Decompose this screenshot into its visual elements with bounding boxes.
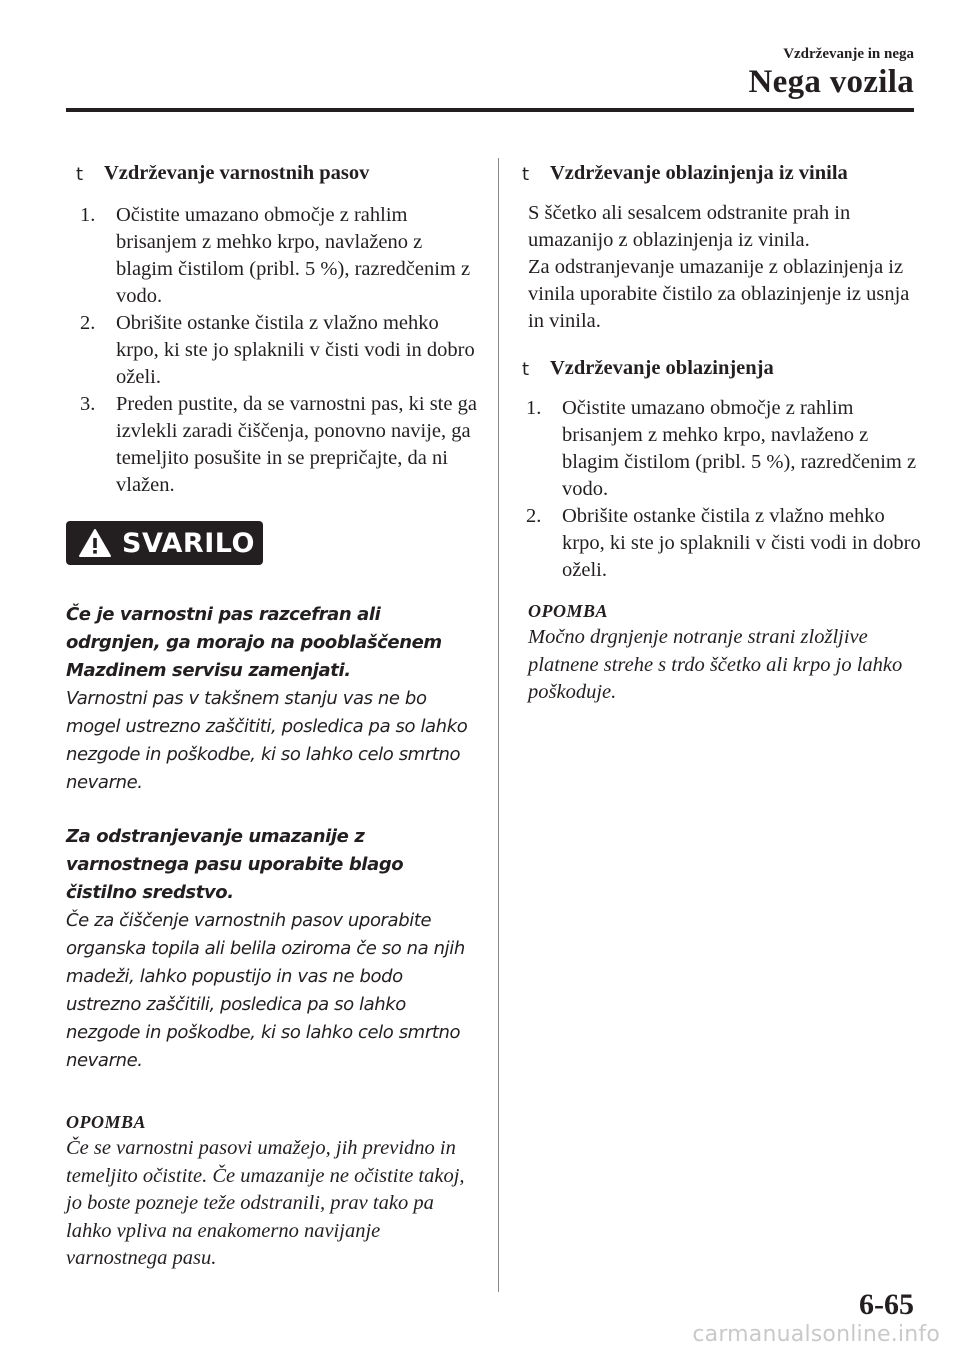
warning-block xyxy=(66,601,478,1075)
header-rule xyxy=(66,108,914,112)
warning-triangle-icon xyxy=(78,528,112,558)
vinyl-body xyxy=(512,200,924,335)
watermark: carmanualsonline.info xyxy=(692,1322,940,1347)
section-marker-icon: t xyxy=(522,359,530,380)
upholstery-heading-text: Vzdrževanje oblazinjenja xyxy=(550,357,774,379)
step-text: Očistite umazano območje z rahlim brisanjem z mehko krpo, navlaženo z blagim čistilom (pribl. 5 %), razredčenim z vodo. xyxy=(562,397,917,500)
warning-fraying-text: Varnostni pas v takšnem stanju vas ne bo mogel ustrezno zaščititi, posledica pa so lahko nezgode in poškodbe, ki so lahko celo smrtno nevarne. xyxy=(66,688,468,793)
note-text: Močno drgnjenje notranje strani zložljive platnene strehe s trdo ščetko ali krpo jo lahko poškoduje. xyxy=(528,626,903,703)
list-item xyxy=(66,310,478,391)
warning-label: SVARILO xyxy=(122,527,255,559)
list-item xyxy=(66,391,478,499)
vinyl-heading xyxy=(512,158,924,188)
step-number: 2. xyxy=(526,505,542,527)
warning-detergent-text: Če za čiščenje varnostnih pasov uporabite organska topila ali belila oziroma če so na njih madeži, lahko popustijo in vas ne bodo ustrezno zaščitili, posledica pa so lahko nezgode in poškodbe, ki so lahko celo smrtno nevarne. xyxy=(66,910,465,1071)
step-number: 3. xyxy=(80,393,96,415)
step-number: 1. xyxy=(526,397,542,419)
running-header-chapter: Vzdrževanje in nega xyxy=(783,46,914,62)
seatbelt-note xyxy=(66,1109,478,1273)
section-marker-icon: t xyxy=(522,164,530,185)
step-text: Preden pustite, da se varnostni pas, ki ste ga izvlekli zaradi čiščenja, ponovno navije, ga temeljito posušite in se prepričajte, da ni vlažen. xyxy=(116,393,477,496)
right-column xyxy=(512,158,924,707)
list-item xyxy=(512,395,924,503)
column-divider xyxy=(498,158,499,1292)
warning-detergent-bold: Za odstranjevanje umazanije z varnostnega pasu uporabite blago čistilno sredstvo. xyxy=(66,826,404,903)
vinyl-paragraph-2: Za odstranjevanje umazanije z oblazinjenja iz vinila uporabite čistilo za oblazinjenje iz usnja in vinila. xyxy=(528,256,910,332)
upholstery-heading xyxy=(512,353,924,383)
seatbelt-heading xyxy=(66,158,478,188)
page-number: 6-65 xyxy=(859,1288,914,1321)
upholstery-note xyxy=(512,598,924,707)
note-text: Če se varnostni pasovi umažejo, jih previdno in temeljito očistite. Če umazanije ne očistite takoj, jo boste pozneje teže odstranili, prav tako pa lahko vpliva na enakomerno navijanje varnostnega pasu. xyxy=(66,1137,465,1269)
warning-fraying-bold: Če je varnostni pas razcefran ali odrgnjen, ga morajo na pooblaščenem Mazdinem servisu zamenjati. xyxy=(66,604,442,681)
upholstery-steps xyxy=(512,395,924,584)
left-column xyxy=(66,158,478,1273)
step-text: Obrišite ostanke čistila z vlažno mehko krpo, ki ste jo splaknili v čisti vodi in dobro oželi. xyxy=(562,505,921,581)
running-header-title: Nega vozila xyxy=(748,64,914,100)
list-item xyxy=(512,503,924,584)
step-text: Očistite umazano območje z rahlim brisanjem z mehko krpo, navlaženo z blagim čistilom (pribl. 5 %), razredčenim z vodo. xyxy=(116,204,471,307)
step-number: 1. xyxy=(80,204,96,226)
step-number: 2. xyxy=(80,312,96,334)
note-title: OPOMBA xyxy=(66,1112,147,1132)
section-marker-icon: t xyxy=(76,164,84,185)
list-item xyxy=(66,202,478,310)
vinyl-paragraph-1: S ščetko ali sesalcem odstranite prah in umazanijo z oblazinjenja iz vinila. xyxy=(528,202,851,251)
seatbelt-steps xyxy=(66,202,478,499)
warning-badge-wrap xyxy=(66,521,478,565)
note-title: OPOMBA xyxy=(528,601,609,621)
seatbelt-heading-text: Vzdrževanje varnostnih pasov xyxy=(104,162,370,184)
step-text: Obrišite ostanke čistila z vlažno mehko krpo, ki ste jo splaknili v čisti vodi in dobro oželi. xyxy=(116,312,475,388)
warning-badge xyxy=(66,521,263,565)
vinyl-heading-text: Vzdrževanje oblazinjenja iz vinila xyxy=(550,162,848,184)
